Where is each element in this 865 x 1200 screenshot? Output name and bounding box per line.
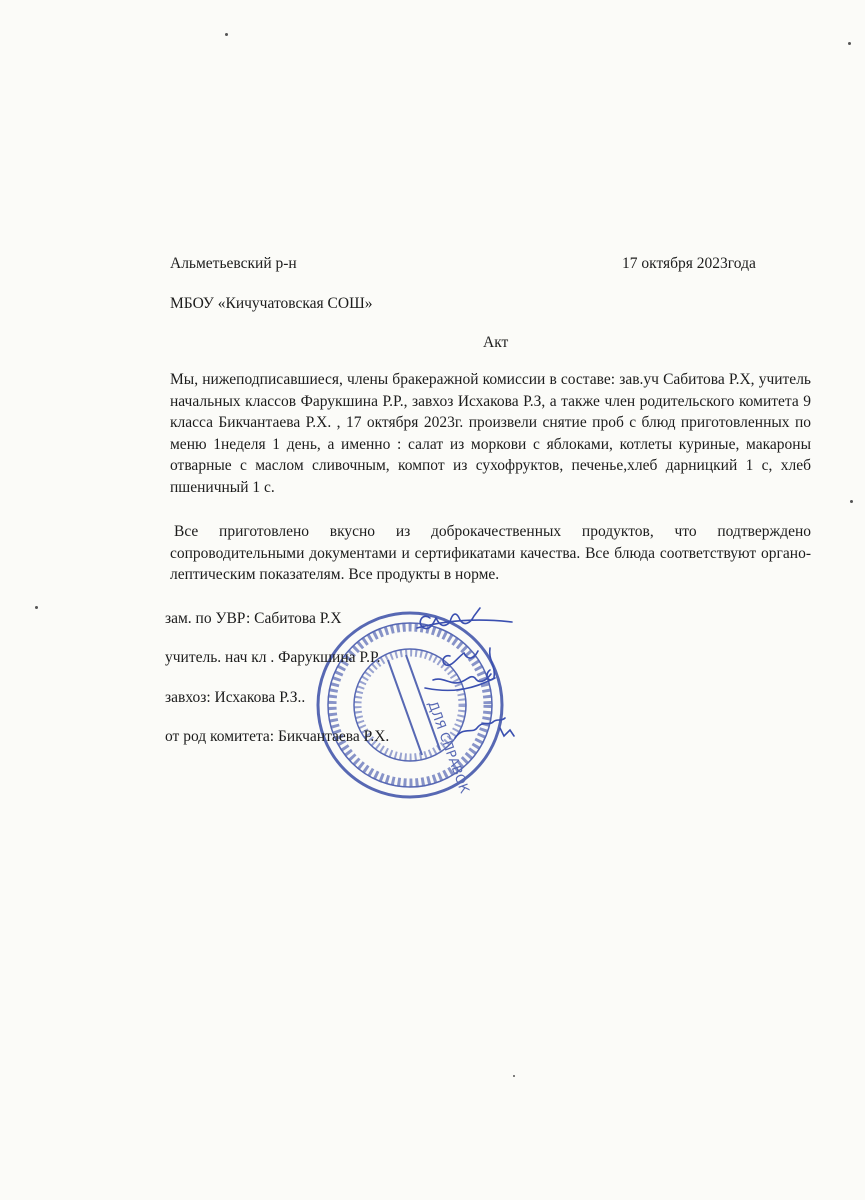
signatory-parent-committee: от род комитета: Бикчантаева Р.Х. [165,728,390,745]
scan-speck [848,42,851,45]
signatory-primary-teacher: учитель. нач кл . Фарукшина Р.Р. [165,649,381,666]
scan-speck [35,606,38,609]
district-label: Альметьевский р-н [170,255,297,272]
scan-speck [225,33,228,36]
handwritten-signatures [395,588,525,758]
document-date: 17 октября 2023года [622,255,756,272]
body-paragraph-1: Мы, нижеподписавшиеся, члены бракеражной комиссии в составе: зав.уч Сабитова Р.Х, учитель начальных классов Фарукшина Р.Р., завхоз Исхакова Р.З, а также член родительского комитета 9 класса Бикчантаева Р.Х. , 17 октября 2023г. произвели снятие проб с блюд приготовленных по меню 1неделя 1 день, а именно : салат из моркови с яблоками, котлеты куриные, макароны отварные с маслом сливочным, компот из сухофруктов, печенье,хлеб дарницкий 1 с, хлеб пшеничный 1 с. [170,371,811,496]
signatory-supply-manager: завхоз: Исхакова Р.З.. [165,689,306,706]
document-title: Акт [483,334,509,351]
signatory-deputy-director: зам. по УВР: Сабитова Р.Х [165,610,342,627]
stamp-center-text: ДЛЯ СПРАВОК [424,699,472,796]
body-paragraph-2: Все приготовлено вкусно из доброкачественных продуктов, что подтверждено сопроводительными документами и сертификатами качества. Все блюда соответствуют органо-лептическим показателям. Все продукты в норме. [170,523,811,583]
scan-speck [850,500,853,503]
scan-speck [513,1075,515,1077]
school-name: МБОУ «Кичучатовская СОШ» [170,295,373,312]
